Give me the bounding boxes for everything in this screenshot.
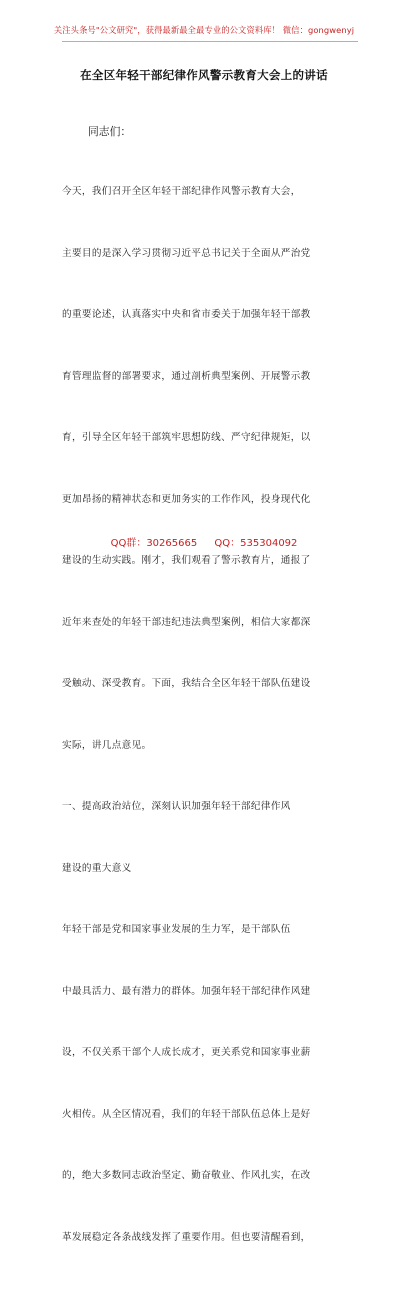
header-banner: 关注头条号"公文研究"，获得最新最全最专业的公文资料库！ 微信：gongwenyj [53, 25, 355, 35]
section-heading-line: 一、提高政治站位，深刻认识加强年轻干部纪律作风 [62, 801, 291, 812]
body-line: 实际，讲几点意见。 [62, 739, 152, 751]
footer-contact [0, 534, 408, 549]
header-divider [62, 41, 358, 42]
document-body [62, 141, 354, 1289]
footer-qq: QQ：535304092 [214, 538, 298, 549]
body-line: 近年来查处的年轻干部违纪违法典型案例，相信大家都深 [62, 616, 311, 628]
body-line: 的，绝大多数同志政治坚定、勤奋敬业、作风扎实，在改 [62, 1170, 311, 1181]
body-line: 设，不仅关系干部个人成长成才，更关系党和国家事业薪 [62, 1047, 311, 1058]
body-line: 受触动、深受教育。下面，我结合全区年轻干部队伍建设 [62, 678, 311, 689]
body-line: 建设的生动实践。刚才，我们观看了警示教育片，通报了 [62, 555, 311, 566]
body-line: 年轻干部是党和国家事业发展的生力军，是干部队伍 [62, 924, 291, 935]
body-line: 主要目的是深入学习贯彻习近平总书记关于全面从严治党 [62, 247, 311, 259]
document-title: 在全区年轻干部纪律作风警示教育大会上的讲话 [80, 68, 328, 82]
body-line: 中最具活力、最有潜力的群体。加强年轻干部纪律作风建 [62, 985, 311, 997]
body-line: 火相传。从全区情况看，我们的年轻干部队伍总体上是好 [62, 1108, 311, 1120]
salutation: 同志们： [88, 125, 132, 138]
body-line: 革发展稳定各条战线发挥了重要作用。但也要清醒看到， [62, 1231, 311, 1243]
footer-qq-group: QQ群：30265665 [110, 538, 198, 549]
section-heading-line: 建设的重大意义 [62, 862, 132, 874]
body-line: 育，引导全区年轻干部筑牢思想防线、严守纪律规矩，以 [62, 432, 311, 443]
body-line: 育管理监督的部署要求，通过剖析典型案例、开展警示教 [62, 370, 311, 382]
body-line: 更加昂扬的精神状态和更加务实的工作作风，投身现代化 [62, 493, 311, 505]
body-line: 的重要论述，认真落实中央和省市委关于加强年轻干部教 [62, 309, 311, 320]
body-line: 今天，我们召开全区年轻干部纪律作风警示教育大会， [62, 186, 301, 197]
